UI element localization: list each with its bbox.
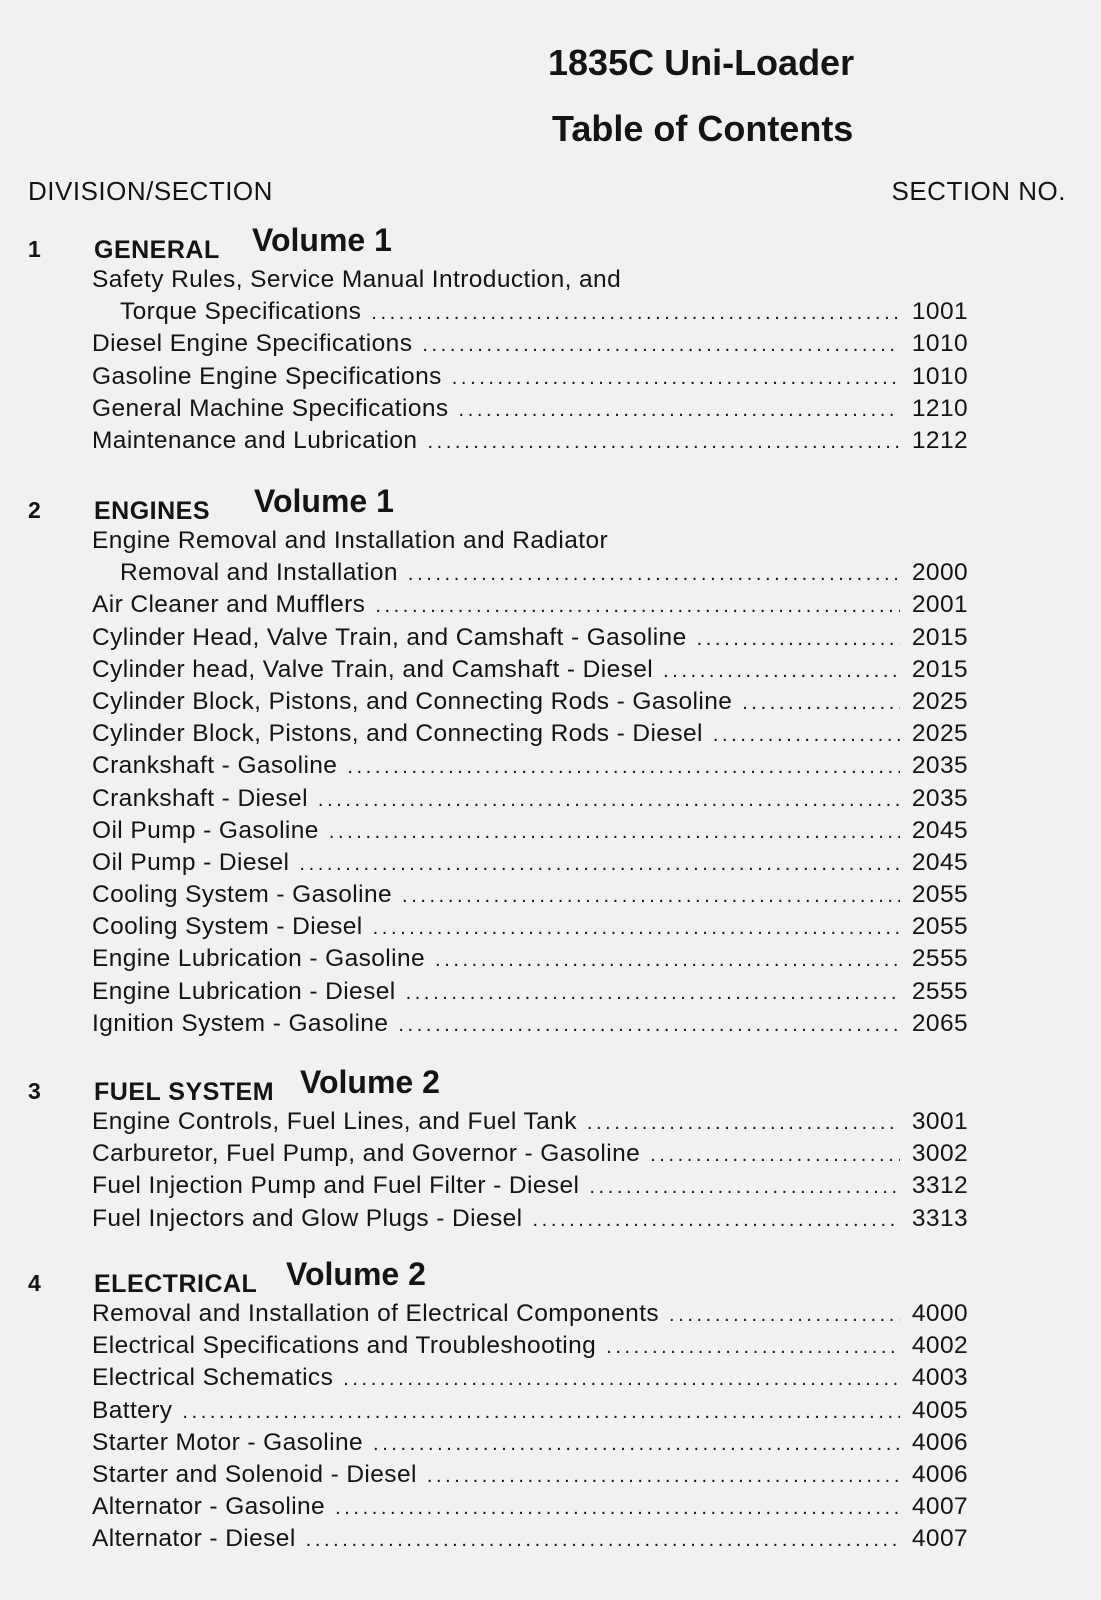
- entry-label: Cooling System - Diesel: [92, 913, 363, 941]
- title-block: [548, 30, 854, 162]
- entry-label: Engine Removal and Installation and Radiator: [92, 527, 609, 554]
- entry-label: Starter and Solenoid - Diesel: [92, 1460, 417, 1488]
- entry-section-number: 1010: [911, 330, 968, 358]
- entry-label: Safety Rules, Service Manual Introduction, and: [92, 266, 622, 293]
- entry-label: Torque Specifications: [120, 298, 362, 326]
- entry-label: Oil Pump - Gasoline: [92, 816, 319, 844]
- division-name: ELECTRICAL: [94, 1270, 258, 1298]
- leader-dots: [371, 302, 900, 325]
- entry-label: Cooling System - Gasoline: [92, 881, 393, 909]
- division-name: GENERAL: [94, 236, 220, 264]
- entry-section-number: 2025: [911, 687, 968, 715]
- toc-entry: [92, 1397, 968, 1429]
- leader-dots: [742, 692, 900, 715]
- entry-label: Diesel Engine Specifications: [92, 330, 413, 358]
- toc-entry: [92, 1300, 968, 1332]
- leader-dots: [398, 1014, 900, 1037]
- entry-section-number: 2001: [911, 591, 968, 619]
- toc-entry: [92, 1205, 968, 1237]
- leader-dots: [373, 917, 900, 940]
- entry-label: Cylinder Head, Valve Train, and Camshaft - Gasoline: [92, 623, 687, 651]
- division-volume: Volume 1: [254, 483, 394, 519]
- entry-label: Electrical Specifications and Troubleshooting: [92, 1332, 597, 1360]
- entry-section-number: 2045: [911, 816, 968, 844]
- toc-entry: [92, 266, 968, 298]
- entry-label: Carburetor, Fuel Pump, and Governor - Gasoline: [92, 1140, 641, 1168]
- toc-entry: [92, 1172, 968, 1204]
- toc-entry: [92, 395, 968, 427]
- entry-label: Cylinder Block, Pistons, and Connecting Rods - Gasoline: [92, 687, 733, 715]
- toc-entry: [92, 1140, 968, 1172]
- toc-entry: [92, 881, 968, 913]
- entry-section-number: 2035: [911, 752, 968, 780]
- entry-section-number: 3313: [911, 1204, 968, 1232]
- toc-entry: [92, 656, 968, 688]
- entry-label: Alternator - Diesel: [92, 1525, 296, 1553]
- toc-entry: [92, 1010, 968, 1042]
- leader-dots: [329, 821, 900, 844]
- leader-dots: [589, 1176, 900, 1199]
- entry-section-number: 1212: [911, 426, 968, 454]
- leader-dots: [406, 982, 900, 1005]
- leader-dots: [669, 1304, 900, 1327]
- entry-label: Cylinder Block, Pistons, and Connecting Rods - Diesel: [92, 720, 703, 748]
- entry-label: Fuel Injectors and Glow Plugs - Diesel: [92, 1204, 523, 1232]
- leader-dots: [650, 1144, 900, 1167]
- division-engines: [28, 483, 968, 1042]
- entry-section-number: 2055: [911, 881, 968, 909]
- entry-section-number: 2045: [911, 848, 968, 876]
- leader-dots: [606, 1336, 900, 1359]
- entry-label: Battery: [92, 1396, 173, 1424]
- division-heading: [28, 483, 968, 527]
- division-entries: [92, 266, 968, 459]
- toc-entry: [92, 785, 968, 817]
- toc-entry: [92, 978, 968, 1010]
- leader-dots: [427, 1465, 900, 1488]
- entry-section-number: 4000: [911, 1300, 968, 1327]
- toc-entry: [92, 298, 968, 330]
- entry-label: Crankshaft - Gasoline: [92, 752, 338, 780]
- division-number: 1: [28, 236, 41, 262]
- entry-section-number: 3312: [911, 1172, 968, 1200]
- toc-entry: [92, 688, 968, 720]
- leader-dots: [663, 660, 900, 683]
- toc-entry: [92, 913, 968, 945]
- division-name: ENGINES: [94, 497, 211, 525]
- leader-dots: [427, 431, 900, 454]
- entry-section-number: 2065: [911, 1009, 968, 1037]
- entry-section-number: 2035: [911, 784, 968, 812]
- division-entries: [92, 1108, 968, 1237]
- toc-entry: [92, 591, 968, 623]
- entry-section-number: 2000: [911, 559, 968, 587]
- division-name: FUEL SYSTEM: [94, 1078, 275, 1106]
- leader-dots: [347, 756, 900, 779]
- entry-section-number: 2015: [911, 655, 968, 683]
- entry-section-number: 3002: [911, 1140, 968, 1168]
- leader-dots: [318, 789, 900, 812]
- leader-dots: [373, 1433, 900, 1456]
- leader-dots: [408, 563, 900, 586]
- leader-dots: [182, 1401, 900, 1424]
- entry-section-number: 1210: [911, 394, 968, 422]
- division-volume: Volume 1: [252, 222, 392, 258]
- entry-label: Removal and Installation: [120, 559, 398, 587]
- entry-label: Oil Pump - Diesel: [92, 848, 290, 876]
- document-subtitle: Table of Contents: [552, 108, 854, 149]
- division-volume: Volume 2: [286, 1256, 426, 1292]
- division-general: [28, 222, 968, 459]
- division-number: 3: [28, 1078, 41, 1104]
- leader-dots: [533, 1209, 900, 1232]
- toc-entry: [92, 817, 968, 849]
- entry-section-number: 3001: [911, 1108, 968, 1135]
- entry-label: Electrical Schematics: [92, 1364, 334, 1392]
- leader-dots: [587, 1112, 900, 1135]
- entry-section-number: 2055: [911, 913, 968, 941]
- entry-section-number: 2555: [911, 977, 968, 1005]
- toc-entry: [92, 559, 968, 591]
- leader-dots: [299, 853, 900, 876]
- leader-dots: [343, 1368, 900, 1391]
- entry-label: Engine Lubrication - Gasoline: [92, 945, 426, 973]
- entry-label: Engine Lubrication - Diesel: [92, 977, 396, 1005]
- toc-entry: [92, 330, 968, 362]
- toc-entry: [92, 1525, 968, 1557]
- entry-label: Gasoline Engine Specifications: [92, 362, 442, 390]
- toc-entry: [92, 1108, 968, 1140]
- toc-entry: [92, 1332, 968, 1364]
- entry-label: Starter Motor - Gasoline: [92, 1428, 364, 1456]
- toc-entry: [92, 427, 968, 459]
- toc-entry: [92, 945, 968, 977]
- leader-dots: [697, 628, 900, 651]
- leader-dots: [422, 334, 900, 357]
- leader-dots: [306, 1529, 900, 1552]
- division-heading: [28, 1256, 968, 1300]
- entry-label: Crankshaft - Diesel: [92, 784, 308, 812]
- division-entries: [92, 1300, 968, 1558]
- division-volume: Volume 2: [300, 1064, 440, 1100]
- leader-dots: [375, 595, 900, 618]
- entry-label: Removal and Installation of Electrical Components: [92, 1300, 660, 1327]
- entry-label: General Machine Specifications: [92, 394, 449, 422]
- toc-entry: [92, 1429, 968, 1461]
- column-header-division: DIVISION/SECTION: [28, 176, 273, 206]
- entry-section-number: 4006: [911, 1460, 968, 1488]
- toc-entry: [92, 1461, 968, 1493]
- toc-entry: [92, 1364, 968, 1396]
- entry-section-number: 4007: [911, 1493, 968, 1521]
- entry-label: Cylinder head, Valve Train, and Camshaft - Diesel: [92, 655, 654, 683]
- division-entries: [92, 527, 968, 1042]
- entry-label: Ignition System - Gasoline: [92, 1009, 389, 1037]
- entry-label: Alternator - Gasoline: [92, 1493, 326, 1521]
- column-header-section-no: SECTION NO.: [891, 176, 1066, 206]
- leader-dots: [335, 1497, 900, 1520]
- entry-section-number: 2555: [911, 945, 968, 973]
- entry-section-number: 4006: [911, 1428, 968, 1456]
- entry-section-number: 4003: [911, 1364, 968, 1392]
- entry-label: Fuel Injection Pump and Fuel Filter - Diesel: [92, 1172, 580, 1200]
- toc-entry: [92, 527, 968, 559]
- entry-label: Maintenance and Lubrication: [92, 426, 418, 454]
- toc-entry: [92, 720, 968, 752]
- entry-section-number: 4007: [911, 1525, 968, 1553]
- toc-entry: [92, 849, 968, 881]
- leader-dots: [452, 367, 900, 390]
- division-electrical: [28, 1256, 968, 1558]
- toc-entry: [92, 624, 968, 656]
- toc-entry: [92, 363, 968, 395]
- leader-dots: [435, 949, 900, 972]
- document-title: 1835C Uni-Loader: [548, 42, 855, 83]
- division-heading: [28, 222, 968, 266]
- leader-dots: [402, 885, 900, 908]
- leader-dots: [459, 399, 900, 422]
- toc-entry: [92, 1493, 968, 1525]
- entry-section-number: 1010: [911, 362, 968, 390]
- division-fuel-system: [28, 1064, 968, 1237]
- division-number: 2: [28, 497, 41, 523]
- entry-label: Engine Controls, Fuel Lines, and Fuel Tank: [92, 1108, 577, 1135]
- leader-dots: [713, 724, 900, 747]
- toc-entry: [92, 752, 968, 784]
- entry-section-number: 1001: [911, 298, 968, 326]
- division-number: 4: [28, 1270, 41, 1296]
- entry-section-number: 2015: [911, 623, 968, 651]
- division-heading: [28, 1064, 968, 1108]
- entry-label: Air Cleaner and Mufflers: [92, 591, 366, 619]
- entry-section-number: 2025: [911, 720, 968, 748]
- entry-section-number: 4002: [911, 1332, 968, 1360]
- entry-section-number: 4005: [911, 1396, 968, 1424]
